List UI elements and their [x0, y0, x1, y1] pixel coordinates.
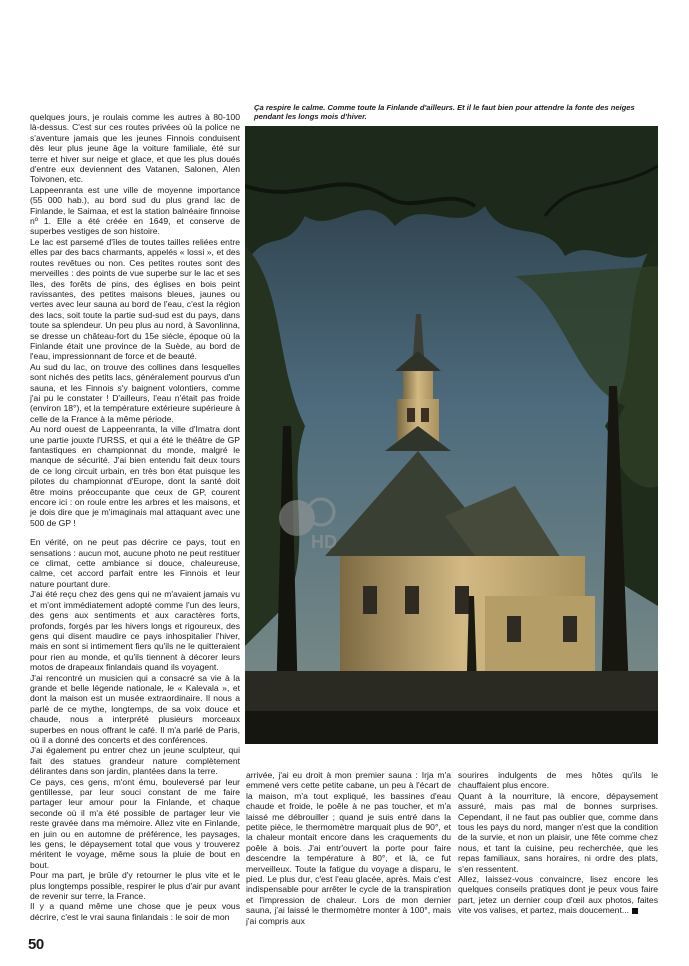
paragraph: Pour ma part, je brûle d'y retourner le plus vite et le plus longtemps possible, respirer le plus d'air pur avant de revenir sur terre, la France.	[30, 870, 240, 902]
paragraph: Au sud du lac, on trouve des collines dans lesquelles sont nichés des petits lacs, généralement pourvus d'un sauna, et les Finnois s'y baignent volontiers, comme j'ai pu le constater ! D'ailleurs, l'eau n'était pas froide (environ 18°), et la température extérieure supérieure à celle de la France à la même période.	[30, 361, 240, 424]
paragraph: J'ai été reçu chez des gens qui ne m'avaient jamais vu et m'ont immédiatement adopté comme l'un des leurs, des gens aux sentiments et aux caractères forts, profonds, forgés par les hivers longs et rigoureux, des gens qui disent maudire ce pays inhospitalier l'hiver, mais en sont si intimement fiers qu'ils ne le quitteraient pour rien au monde, et qu'ils tiennent à décorer leurs motos de drapeaux finlandais quand ils voyagent.	[30, 589, 240, 673]
paragraph: J'ai rencontré un musicien qui a consacré sa vie à la grande et belle légende nationale, le « Kalevala », et dont la maison est un musée extraordinaire. Il nous a parlé de ce mythe, longtemps, de sa voix douce et chaude, nous a interprété plusieurs morceaux superbes en nous offrant le café. Il m'a parlé de Paris, où il a donné des concerts et des conférences.	[30, 672, 240, 745]
watermark-text: HD	[311, 532, 337, 552]
church-illustration	[245, 126, 658, 744]
paragraph: Il y a quand même une chose que je peux vous décrire, c'est le vrai sauna finlandais : le soir de mon	[30, 901, 240, 922]
paragraph: Le lac est parsemé d'îles de toutes tailles reliées entre elles par des bacs charmants, appelés « lossi », et des routes revêtues ou non. Ces petites routes sont des merveilles : des points de vue superbe sur le lac et ses îles, des forêts de pins, des églises en bois peint ravissantes, des petites maisons bleues, jaunes ou vertes avec leur sauna au bord de l'eau, c'est la région des lacs, soit toute la partie sud-sud est du pays, dans toute sa splendeur. Un peu plus au nord, à Savonlinna, se dresse un château-fort du 15e siècle, époque où la Finlande était une province de la Suède, au bord de l'eau, impressionnant de force et de beauté.	[30, 236, 240, 362]
paragraph: Au nord ouest de Lappeenranta, la ville d'Imatra dont une partie jouxte l'URSS, et qui a été le théâtre de GP fantastiques en championnat du monde, malgré le manque de sécurité. J'ai bien entendu fait deux tours de ce long circuit urbain, en très bon état puisque les pilotes du championnat d'Europe, dont la santé doit être moins préoccupante que ceux de GP, courent encore ici : on roule entre les arbres et les maisons, et je dois dire que je m'imaginais mal attaquant avec une 500 de GP !	[30, 424, 240, 528]
article-column-middle	[246, 770, 451, 926]
watermark-logo	[275, 488, 345, 552]
church-photo	[245, 126, 658, 744]
photo-caption: Ça respire le calme. Comme toute la Finlande d'ailleurs. Et il le faut bien pour attendre la fonte des neiges pendant les longs mois d'hiver.	[254, 103, 635, 121]
paragraph-text: Allez, laissez-vous convaincre, lisez encore les quelques conseils pratiques dont je peux vous faire part, jetez un dernier coup d'œil aux photos, faites vite vos valises, et partez, mais doucement...	[458, 874, 658, 916]
paragraph: En vérité, on ne peut pas décrire ce pays, tout en sensations : aucun mot, aucune photo ne peut restituer ce climat, cette ambiance si douce, chaleureuse, calme, cet accord parfait entre les Finnois et leur nature pourtant dure.	[30, 537, 240, 589]
paragraph: sourires indulgents de mes hôtes qu'ils le chauffaient plus encore.	[458, 770, 658, 791]
paragraph: Lappeenranta est une ville de moyenne importance (55 000 hab.), au bord sud du plus grand lac de Finlande, le Saimaa, et est la station balnéaire finnoise nº 1. Elle a été créée en 1649, et conserve de superbes vestiges de son histoire.	[30, 184, 240, 237]
paragraph: J'ai également pu entrer chez un jeune sculpteur, qui fait des statues grandeur nature complètement délirantes dans son jardin, plantées dans la terre.	[30, 745, 240, 777]
watermark-icon	[275, 488, 345, 552]
article-column-left	[30, 112, 240, 922]
paragraph: arrivée, j'ai eu droit à mon premier sauna : Irja m'a emmené vers cette petite cabane, un peu à l'écart de la maison, m'a tout expliqué, les bassines d'eau chaude et froide, le poêle à ne pas toucher, et m'a laissé me débrouiller ; quand je suis entré dans la petite pièce, le thermomètre marquait plus de 90°, et la chaleur montait encore dans les craquements du poêle à bois. J'ai entr'ouvert la porte pour faire descendre la température à 80°, et là, ce fut merveilleux. Toute la fatigue du voyage a disparu, le pied. Le plus dur, c'est l'eau glacée, après. Mais c'est indispensable pour arrêter le cycle de la transpiration et l'impression de chaleur. Lors de mon dernier sauna, j'ai laissé le thermomètre monter à 100°, mais j'ai compris aux	[246, 770, 451, 926]
paragraph: Quant à la nourriture, là encore, dépaysement assuré, mais pas mal de bonnes surprises. Cependant, il ne faut pas oublier que, comme dans tous les pays du nord, manger n'est que la condition de la survie, et non un plaisir, une fête comme chez nous, et tant la cuisine, peu recherchée, que les repas familiaux, sans horaires, ni ordre des plats, s'en ressentent.	[458, 790, 658, 874]
paragraph: Ce pays, ces gens, m'ont ému, bouleversé par leur gentillesse, par leur souci constant de me faire partager leur amour pour la Finlande, et chaque seconde où il m'a été possible de partager leur vie reste gravée dans ma mémoire. Allez vite en Finlande, en juin ou en automne de préférence, les paysages, les gens, le dépaysement total que vous y trouverez méritent le voyage, même sous la pluie de bout en bout.	[30, 776, 240, 870]
page-number: 50	[28, 936, 44, 953]
paragraph-last	[458, 874, 658, 916]
paragraph: quelques jours, je roulais comme les autres à 80-100 là-dessus. C'est sur ces routes privées où la police ne s'aventure jamais que les jeunes Finnois conduisent dès leur plus jeune âge la voiture familiale, été sur terre et hiver sur neige et glace, et que les plus doués d'entre eux deviennent des Vatanen, Salonen, Alen Toivonen, etc.	[30, 112, 240, 185]
end-of-article-mark	[632, 908, 638, 914]
article-column-right	[458, 770, 658, 916]
